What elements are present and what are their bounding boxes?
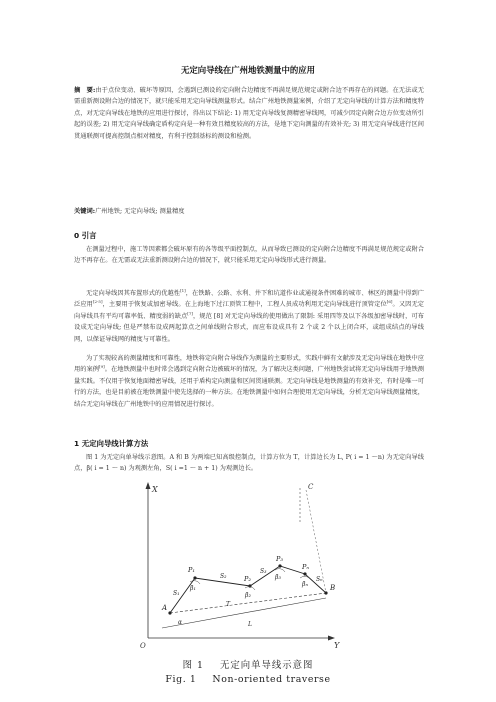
point-a-marker xyxy=(168,611,171,614)
base-line xyxy=(162,598,326,628)
side-s2-label: S₂ xyxy=(220,573,227,580)
citation-ref: [1] xyxy=(180,287,186,293)
angle-b3-label: β₃ xyxy=(275,574,281,581)
point-p3-marker xyxy=(278,564,281,567)
method-paragraph-1: 图 1 为无定向单导线示意图。A 和 B 为两端已知高级控制点，计算方位为 T，计算边长为 L, P( i = 1 ～n) 为无定向导线点，β( i = 1 ～ n) 为观测左角，S( i =1 ～ n + 1) 为观测边长。 xyxy=(74,454,424,473)
point-p3-label: P₃ xyxy=(276,555,283,563)
intro-paragraph-1: 在测量过程中，施工等因素都会破坏原有的各等级平面控制点，从而导致已测设的定向附合边精度不再满足规范规定或附合边不再存在。在无需或无法重新测设附合边的情况下，就只能采用无定向导线形式进行测量。 xyxy=(74,246,424,265)
point-b-label: B xyxy=(330,584,336,592)
x-axis-label: X xyxy=(152,485,158,494)
citation-ref: [2-5] xyxy=(92,299,103,305)
point-t-label: T xyxy=(226,601,231,608)
side-s1-label: S₁ xyxy=(173,590,180,597)
point-pn-marker xyxy=(303,572,306,575)
angle-bn-label: βₙ xyxy=(302,581,308,588)
figure-caption-cn: 图 1 无定向单导线示意图 xyxy=(182,660,314,671)
y-axis-arrow xyxy=(328,636,335,641)
point-c-label: C xyxy=(308,483,314,491)
section-heading-method: 1 无定向导线计算方法 xyxy=(74,439,149,448)
angle-b2-label: β₂ xyxy=(245,592,251,599)
angle-b1-label: β₁ xyxy=(190,585,196,592)
intro-paragraph-2: 无定向导线因其布置形式的优越性[1]，在铁路、公路、水利、井下和坑道作业或通视条件困难的城市、林区的测量中得到广泛应用[2-5]，主要用于恢复或加密导线。在上海地下过江顶管工程中，工程人员成功利用无定向导线进行顶管定位[6]。又因无定向导线具有平均可靠率低、精度弱的缺点[7]，规范 [8] 对无定向导线的使用做出了限制: 采用四等及以下各级加密导线时，可布设成无定向导线; 但是严禁布设成两起算点之间单线附合形式，而应布设成具有 2 个或 2 个以上闭合环，或组成结点的导线网，以保证导线网的精度与可靠性。 xyxy=(74,287,425,343)
citation-ref: [7] xyxy=(187,310,193,316)
point-b-marker xyxy=(324,591,327,594)
citation-ref: [6] xyxy=(386,299,393,305)
keywords-text: 广州地铁; 无定向导线; 测量精度 xyxy=(95,208,185,215)
side-sn-label: Sₙ xyxy=(316,576,323,583)
section-heading-introduction: 0 引言 xyxy=(74,231,97,240)
angle-arc-b3 xyxy=(275,569,285,572)
figure-caption-en: Fig. 1 Non-oriented traverse xyxy=(165,674,331,685)
origin-label: O xyxy=(140,642,146,650)
point-p2-label: P₂ xyxy=(244,575,251,583)
side-s3-label: S₃ xyxy=(260,568,267,575)
alpha-label: α xyxy=(178,619,183,626)
paper-title: 无定向导线在广州地铁测量中的应用 xyxy=(181,65,315,75)
intro-paragraph-3: 为了实现较高的测量精度和可靠性，地铁将定向附合导线作为测量的主要形式，实践中鲜有文献涉及无定向导线在地铁中应用的案例[9]。在地铁测量中也时常会遇到定向附合边被破坏的情况，为了解决这类问题，广州地铁尝试将无定向导线用于地铁测量实践。不仅用于恢复地面精密导线，还用于盾构定向测量和区间贯通联测。无定向导线是地铁测量的有效补充，有时是唯一可行的方法，也是目前被在地铁测量中使先选择的一种方法。在地铁测量中如何合理使用无定向导线，分析无定向导线测量精度，结合无定向导线在广州地铁中的应用情况进行探讨。 xyxy=(74,355,425,408)
keywords-label: 关键词: xyxy=(74,208,96,215)
length-label: L xyxy=(248,621,252,628)
traverse-diagram xyxy=(130,478,370,653)
abstract-label: 摘 要: xyxy=(74,87,96,94)
point-pn-label: Pₙ xyxy=(302,563,310,571)
point-p1-marker xyxy=(193,576,196,579)
keywords xyxy=(74,206,424,217)
abstract xyxy=(74,85,424,142)
x-axis-arrow xyxy=(146,482,151,489)
y-axis-label: Y xyxy=(334,641,340,650)
point-a-label: A xyxy=(162,604,168,612)
abstract-text: 由于点位变动、破坏等原因，会遇到已测设的定向附合边精度不再满足规范规定或附合边不再存在的问题。在无法或无需重新测设附合边的情况下，就只能采用无定向导线测量形式。结合广州地铁测量案例，介绍了无定向导线的计算方法和精度特点，对无定向导线在地铁的应用进行探讨，得出以下结论: 1) 用无定向导线复测精密导线网，可减少因定向附合边方位变动所引起的误差; 2) 用无定向导线确定盾构定向是一种有效且精度较高的方法，是地下定向测量的有效补充; 3) 用无定向导线进行区间贯通联测可提高控制点相对精度，有利于控制基标的测设和检测。 xyxy=(74,87,424,140)
point-p1-label: P₁ xyxy=(188,566,195,574)
citation-ref: [9] xyxy=(99,364,105,370)
